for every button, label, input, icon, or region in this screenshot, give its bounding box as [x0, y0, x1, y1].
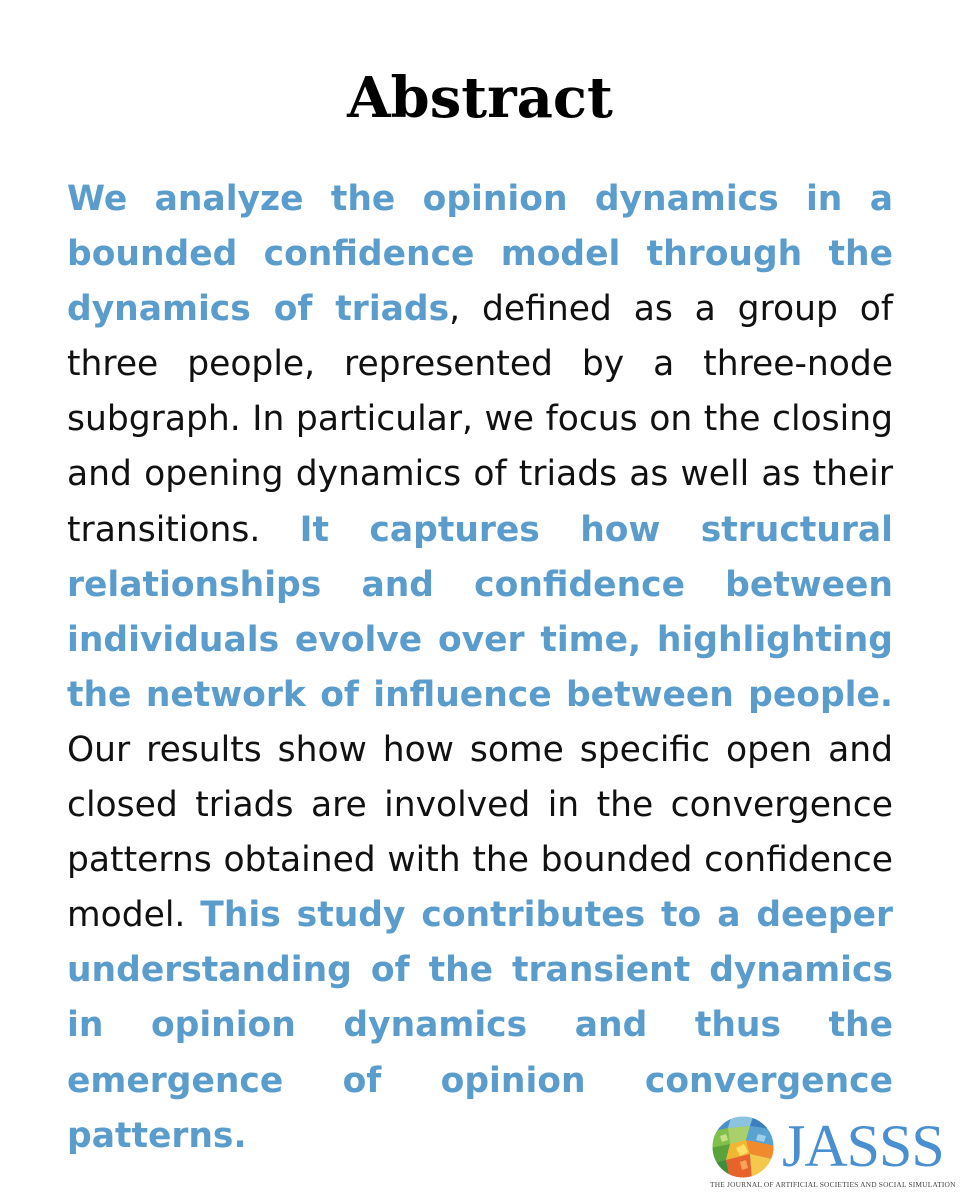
logo-wordmark: JASSS — [782, 1113, 944, 1179]
abstract-highlight-1: We analyze the opinion dynamics in a bounded confidence model through the dynamics of triads — [67, 179, 893, 330]
abstract-plain-2: Our results show how some specific open and closed triads are involved in the convergence patterns obtained with the bounded confidence model. — [67, 729, 893, 936]
abstract-text — [67, 172, 893, 1164]
abstract-highlight-3: This study contributes to a deeper understanding of the transient dynamics in opinion dynamics and thus the emergence of opinion convergence patterns. — [67, 895, 894, 1156]
jasss-logo — [710, 1112, 956, 1192]
logo-tagline: THE JOURNAL OF ARTIFICIAL SOCIETIES AND SOCIAL SIMULATION — [710, 1180, 956, 1189]
page-title: Abstract — [347, 65, 613, 131]
mosaic-globe-logo-icon — [710, 1114, 776, 1180]
abstract-plain-1: , defined as a group of three people, represented by a three-node subgraph. In particular, we focus on the closing and opening dynamics of triads as well as their transitions. — [67, 289, 893, 550]
abstract-highlight-2: It captures how structural relationships and confidence between individuals evolve over time, highlighting the network of influence between people. — [67, 509, 893, 715]
